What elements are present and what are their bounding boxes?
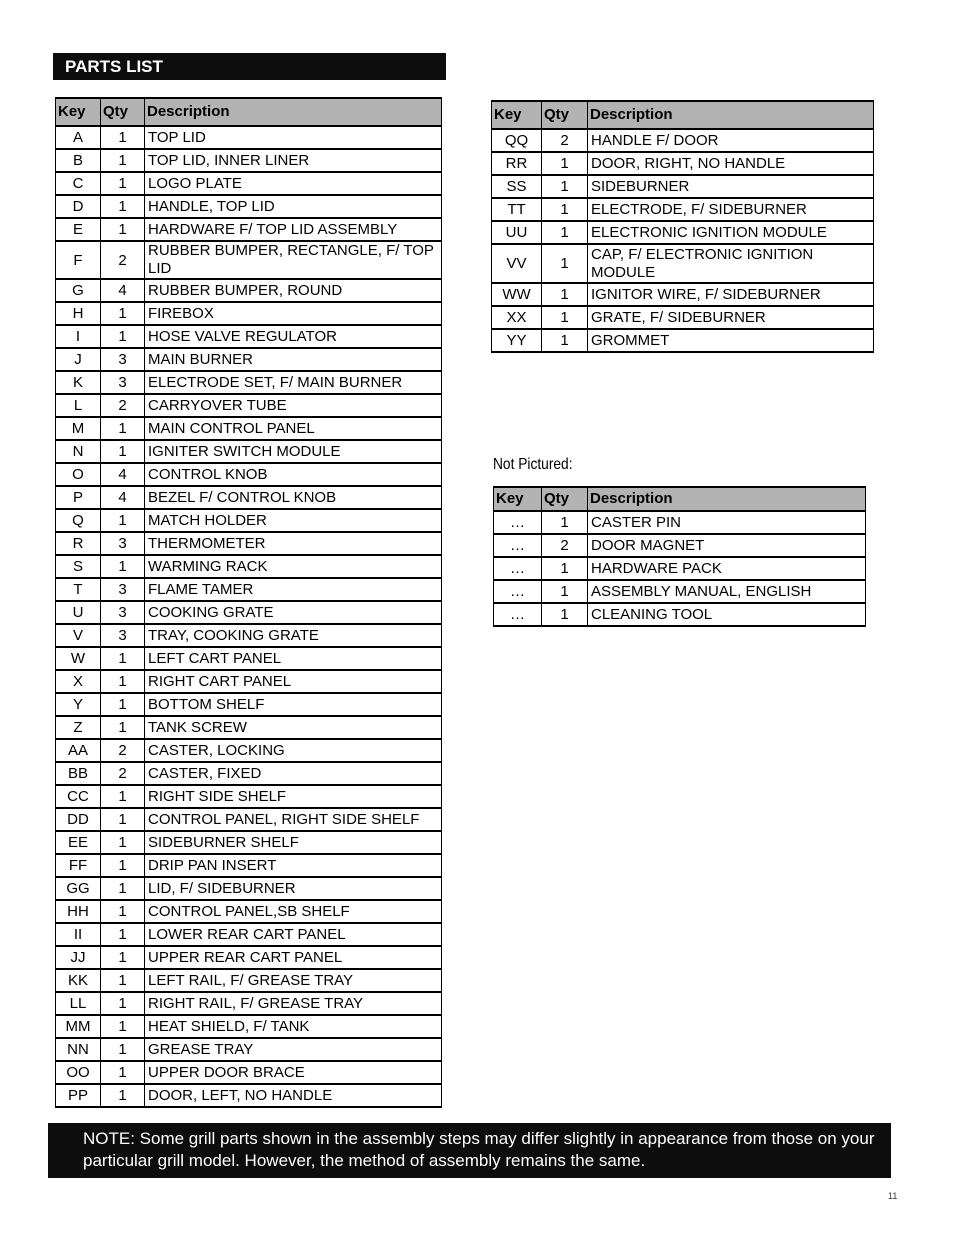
part-description: TOP LID, INNER LINER — [145, 149, 442, 172]
part-qty: 4 — [101, 279, 145, 302]
part-qty: 1 — [542, 580, 588, 603]
part-qty: 1 — [542, 511, 588, 534]
part-key: W — [56, 647, 101, 670]
part-key: LL — [56, 992, 101, 1015]
part-key: U — [56, 601, 101, 624]
parts-table-not-pictured — [493, 486, 866, 627]
part-description: BEZEL F/ CONTROL KNOB — [145, 486, 442, 509]
part-qty: 2 — [542, 129, 588, 152]
part-key: RR — [492, 152, 542, 175]
part-description: LID, F/ SIDEBURNER — [145, 877, 442, 900]
part-qty: 1 — [101, 172, 145, 195]
part-description: SIDEBURNER — [588, 175, 874, 198]
part-description: WARMING RACK — [145, 555, 442, 578]
part-description: GRATE, F/ SIDEBURNER — [588, 306, 874, 329]
part-description: TOP LID — [145, 126, 442, 149]
part-description: CONTROL KNOB — [145, 463, 442, 486]
part-qty: 1 — [542, 306, 588, 329]
part-qty: 1 — [101, 149, 145, 172]
part-description: LEFT CART PANEL — [145, 647, 442, 670]
table-row — [56, 716, 442, 739]
table-row — [56, 509, 442, 532]
part-description: COOKING GRATE — [145, 601, 442, 624]
table-row — [56, 854, 442, 877]
table-row — [56, 739, 442, 762]
part-qty: 1 — [101, 992, 145, 1015]
part-key: DD — [56, 808, 101, 831]
part-qty: 1 — [101, 647, 145, 670]
part-key: J — [56, 348, 101, 371]
part-qty: 1 — [542, 152, 588, 175]
part-key: I — [56, 325, 101, 348]
part-key: T — [56, 578, 101, 601]
part-description: LOGO PLATE — [145, 172, 442, 195]
table-row — [494, 603, 866, 626]
table-row — [56, 532, 442, 555]
table-row — [56, 463, 442, 486]
part-key: X — [56, 670, 101, 693]
table-row — [56, 785, 442, 808]
part-qty: 1 — [101, 808, 145, 831]
part-description: HANDLE F/ DOOR — [588, 129, 874, 152]
part-description: LOWER REAR CART PANEL — [145, 923, 442, 946]
part-key: FF — [56, 854, 101, 877]
part-description: THERMOMETER — [145, 532, 442, 555]
table-row — [494, 534, 866, 557]
table-row — [56, 149, 442, 172]
part-key: PP — [56, 1084, 101, 1107]
part-description: IGNITOR WIRE, F/ SIDEBURNER — [588, 283, 874, 306]
table-row — [56, 302, 442, 325]
part-key: O — [56, 463, 101, 486]
table-row — [492, 244, 874, 283]
table-row — [56, 172, 442, 195]
part-description: HARDWARE F/ TOP LID ASSEMBLY — [145, 218, 442, 241]
part-description: BOTTOM SHELF — [145, 693, 442, 716]
part-qty: 1 — [101, 195, 145, 218]
table-row — [56, 348, 442, 371]
part-description: CAP, F/ ELECTRONIC IGNITION MODULE — [588, 244, 874, 283]
table-row — [56, 486, 442, 509]
part-qty: 1 — [101, 854, 145, 877]
part-description: FLAME TAMER — [145, 578, 442, 601]
part-description: ELECTRODE SET, F/ MAIN BURNER — [145, 371, 442, 394]
part-qty: 4 — [101, 486, 145, 509]
part-qty: 1 — [101, 1084, 145, 1107]
header-qty: Qty — [101, 98, 145, 126]
part-description: HEAT SHIELD, F/ TANK — [145, 1015, 442, 1038]
part-description: ELECTRONIC IGNITION MODULE — [588, 221, 874, 244]
part-description: CLEANING TOOL — [588, 603, 866, 626]
table-row — [56, 831, 442, 854]
part-qty: 1 — [101, 555, 145, 578]
table-row — [492, 198, 874, 221]
part-description: DOOR MAGNET — [588, 534, 866, 557]
part-key: CC — [56, 785, 101, 808]
part-description: CONTROL PANEL,SB SHELF — [145, 900, 442, 923]
part-key: C — [56, 172, 101, 195]
part-description: MAIN BURNER — [145, 348, 442, 371]
table-row — [492, 175, 874, 198]
table-row — [56, 241, 442, 279]
table-row — [492, 283, 874, 306]
part-key: MM — [56, 1015, 101, 1038]
part-qty: 1 — [542, 603, 588, 626]
part-key: … — [494, 534, 542, 557]
part-key: GG — [56, 877, 101, 900]
part-description: RUBBER BUMPER, RECTANGLE, F/ TOP LID — [145, 241, 442, 279]
part-key: V — [56, 624, 101, 647]
part-key: P — [56, 486, 101, 509]
part-key: D — [56, 195, 101, 218]
part-qty: 1 — [542, 198, 588, 221]
part-qty: 1 — [101, 1038, 145, 1061]
table-row — [56, 394, 442, 417]
table-row — [56, 325, 442, 348]
part-description: MAIN CONTROL PANEL — [145, 417, 442, 440]
part-description: UPPER DOOR BRACE — [145, 1061, 442, 1084]
part-key: … — [494, 603, 542, 626]
table-header-row — [492, 101, 874, 129]
part-qty: 3 — [101, 348, 145, 371]
table-row — [56, 647, 442, 670]
part-key: M — [56, 417, 101, 440]
part-key: S — [56, 555, 101, 578]
part-key: F — [56, 241, 101, 279]
part-qty: 2 — [542, 534, 588, 557]
header-key: Key — [492, 101, 542, 129]
not-pictured-label: Not Pictured: — [493, 456, 573, 473]
part-key: Y — [56, 693, 101, 716]
table-row — [492, 152, 874, 175]
table-row — [56, 555, 442, 578]
header-qty: Qty — [542, 101, 588, 129]
part-key: TT — [492, 198, 542, 221]
part-qty: 1 — [101, 218, 145, 241]
part-qty: 1 — [101, 923, 145, 946]
section-title: PARTS LIST — [53, 53, 446, 80]
part-qty: 2 — [101, 739, 145, 762]
parts-table-side — [491, 100, 874, 353]
table-row — [56, 195, 442, 218]
part-description: LEFT RAIL, F/ GREASE TRAY — [145, 969, 442, 992]
table-row — [56, 279, 442, 302]
table-row — [492, 329, 874, 352]
part-qty: 1 — [101, 670, 145, 693]
part-description: ELECTRODE, F/ SIDEBURNER — [588, 198, 874, 221]
table-row — [56, 992, 442, 1015]
part-description: HARDWARE PACK — [588, 557, 866, 580]
part-key: UU — [492, 221, 542, 244]
part-qty: 3 — [101, 578, 145, 601]
part-qty: 1 — [101, 900, 145, 923]
part-key: G — [56, 279, 101, 302]
part-description: GROMMET — [588, 329, 874, 352]
part-qty: 2 — [101, 241, 145, 279]
part-qty: 1 — [101, 831, 145, 854]
part-qty: 1 — [101, 325, 145, 348]
part-key: A — [56, 126, 101, 149]
part-description: SIDEBURNER SHELF — [145, 831, 442, 854]
header-key: Key — [494, 487, 542, 511]
part-description: DRIP PAN INSERT — [145, 854, 442, 877]
part-key: E — [56, 218, 101, 241]
table-row — [56, 371, 442, 394]
assembly-note: NOTE: Some grill parts shown in the assembly steps may differ slightly in appearance from those on your particular grill model. However, the method of assembly remains the same. — [48, 1123, 891, 1178]
part-key: Q — [56, 509, 101, 532]
part-qty: 1 — [101, 1015, 145, 1038]
table-row — [56, 969, 442, 992]
part-qty: 1 — [101, 302, 145, 325]
table-row — [56, 946, 442, 969]
table-row — [56, 762, 442, 785]
part-qty: 1 — [101, 126, 145, 149]
table-row — [56, 670, 442, 693]
table-row — [56, 1084, 442, 1107]
part-qty: 1 — [542, 283, 588, 306]
part-qty: 1 — [542, 557, 588, 580]
table-row — [494, 511, 866, 534]
table-row — [56, 417, 442, 440]
part-key: NN — [56, 1038, 101, 1061]
part-key: EE — [56, 831, 101, 854]
part-qty: 1 — [101, 693, 145, 716]
part-key: N — [56, 440, 101, 463]
part-key: Z — [56, 716, 101, 739]
part-qty: 1 — [101, 716, 145, 739]
part-qty: 3 — [101, 624, 145, 647]
table-row — [56, 1061, 442, 1084]
part-key: H — [56, 302, 101, 325]
part-qty: 1 — [101, 1061, 145, 1084]
table-row — [492, 306, 874, 329]
part-description: UPPER REAR CART PANEL — [145, 946, 442, 969]
part-description: CONTROL PANEL, RIGHT SIDE SHELF — [145, 808, 442, 831]
part-key: HH — [56, 900, 101, 923]
part-description: HANDLE, TOP LID — [145, 195, 442, 218]
part-key: XX — [492, 306, 542, 329]
part-description: ASSEMBLY MANUAL, ENGLISH — [588, 580, 866, 603]
part-qty: 1 — [101, 785, 145, 808]
part-key: QQ — [492, 129, 542, 152]
table-row — [56, 900, 442, 923]
part-qty: 3 — [101, 601, 145, 624]
part-qty: 1 — [101, 969, 145, 992]
header-qty: Qty — [542, 487, 588, 511]
part-description: GREASE TRAY — [145, 1038, 442, 1061]
part-key: K — [56, 371, 101, 394]
table-row — [56, 578, 442, 601]
part-description: RIGHT SIDE SHELF — [145, 785, 442, 808]
table-row — [494, 557, 866, 580]
part-key: SS — [492, 175, 542, 198]
part-qty: 1 — [542, 221, 588, 244]
part-key: R — [56, 532, 101, 555]
table-header-row — [494, 487, 866, 511]
part-key: … — [494, 557, 542, 580]
part-description: RUBBER BUMPER, ROUND — [145, 279, 442, 302]
table-row — [56, 218, 442, 241]
table-row — [56, 808, 442, 831]
table-row — [56, 624, 442, 647]
part-key: … — [494, 580, 542, 603]
parts-table-main — [55, 97, 442, 1108]
part-description: MATCH HOLDER — [145, 509, 442, 532]
part-qty: 1 — [101, 946, 145, 969]
part-qty: 2 — [101, 394, 145, 417]
table-row — [56, 693, 442, 716]
part-description: RIGHT CART PANEL — [145, 670, 442, 693]
part-key: B — [56, 149, 101, 172]
part-description: IGNITER SWITCH MODULE — [145, 440, 442, 463]
part-description: CASTER, FIXED — [145, 762, 442, 785]
part-qty: 1 — [101, 440, 145, 463]
part-key: II — [56, 923, 101, 946]
header-description: Description — [588, 487, 866, 511]
page-number: 11 — [888, 1191, 898, 1201]
table-row — [56, 923, 442, 946]
part-qty: 1 — [101, 877, 145, 900]
table-row — [492, 129, 874, 152]
part-key: KK — [56, 969, 101, 992]
table-row — [56, 877, 442, 900]
part-qty: 2 — [101, 762, 145, 785]
table-row — [494, 580, 866, 603]
part-description: CASTER, LOCKING — [145, 739, 442, 762]
header-description: Description — [145, 98, 442, 126]
part-key: AA — [56, 739, 101, 762]
part-qty: 1 — [542, 175, 588, 198]
table-row — [492, 221, 874, 244]
table-row — [56, 1038, 442, 1061]
part-qty: 3 — [101, 371, 145, 394]
part-description: TRAY, COOKING GRATE — [145, 624, 442, 647]
part-description: TANK SCREW — [145, 716, 442, 739]
part-qty: 1 — [101, 509, 145, 532]
part-key: OO — [56, 1061, 101, 1084]
part-qty: 3 — [101, 532, 145, 555]
part-description: DOOR, RIGHT, NO HANDLE — [588, 152, 874, 175]
part-key: YY — [492, 329, 542, 352]
part-key: JJ — [56, 946, 101, 969]
part-qty: 4 — [101, 463, 145, 486]
part-qty: 1 — [542, 244, 588, 283]
header-description: Description — [588, 101, 874, 129]
table-row — [56, 126, 442, 149]
part-key: L — [56, 394, 101, 417]
part-description: HOSE VALVE REGULATOR — [145, 325, 442, 348]
part-description: CARRYOVER TUBE — [145, 394, 442, 417]
table-row — [56, 601, 442, 624]
header-key: Key — [56, 98, 101, 126]
part-qty: 1 — [542, 329, 588, 352]
part-key: WW — [492, 283, 542, 306]
part-description: RIGHT RAIL, F/ GREASE TRAY — [145, 992, 442, 1015]
part-key: BB — [56, 762, 101, 785]
table-row — [56, 440, 442, 463]
table-row — [56, 1015, 442, 1038]
part-description: FIREBOX — [145, 302, 442, 325]
part-qty: 1 — [101, 417, 145, 440]
part-key: … — [494, 511, 542, 534]
part-description: DOOR, LEFT, NO HANDLE — [145, 1084, 442, 1107]
part-key: VV — [492, 244, 542, 283]
table-header-row — [56, 98, 442, 126]
part-description: CASTER PIN — [588, 511, 866, 534]
